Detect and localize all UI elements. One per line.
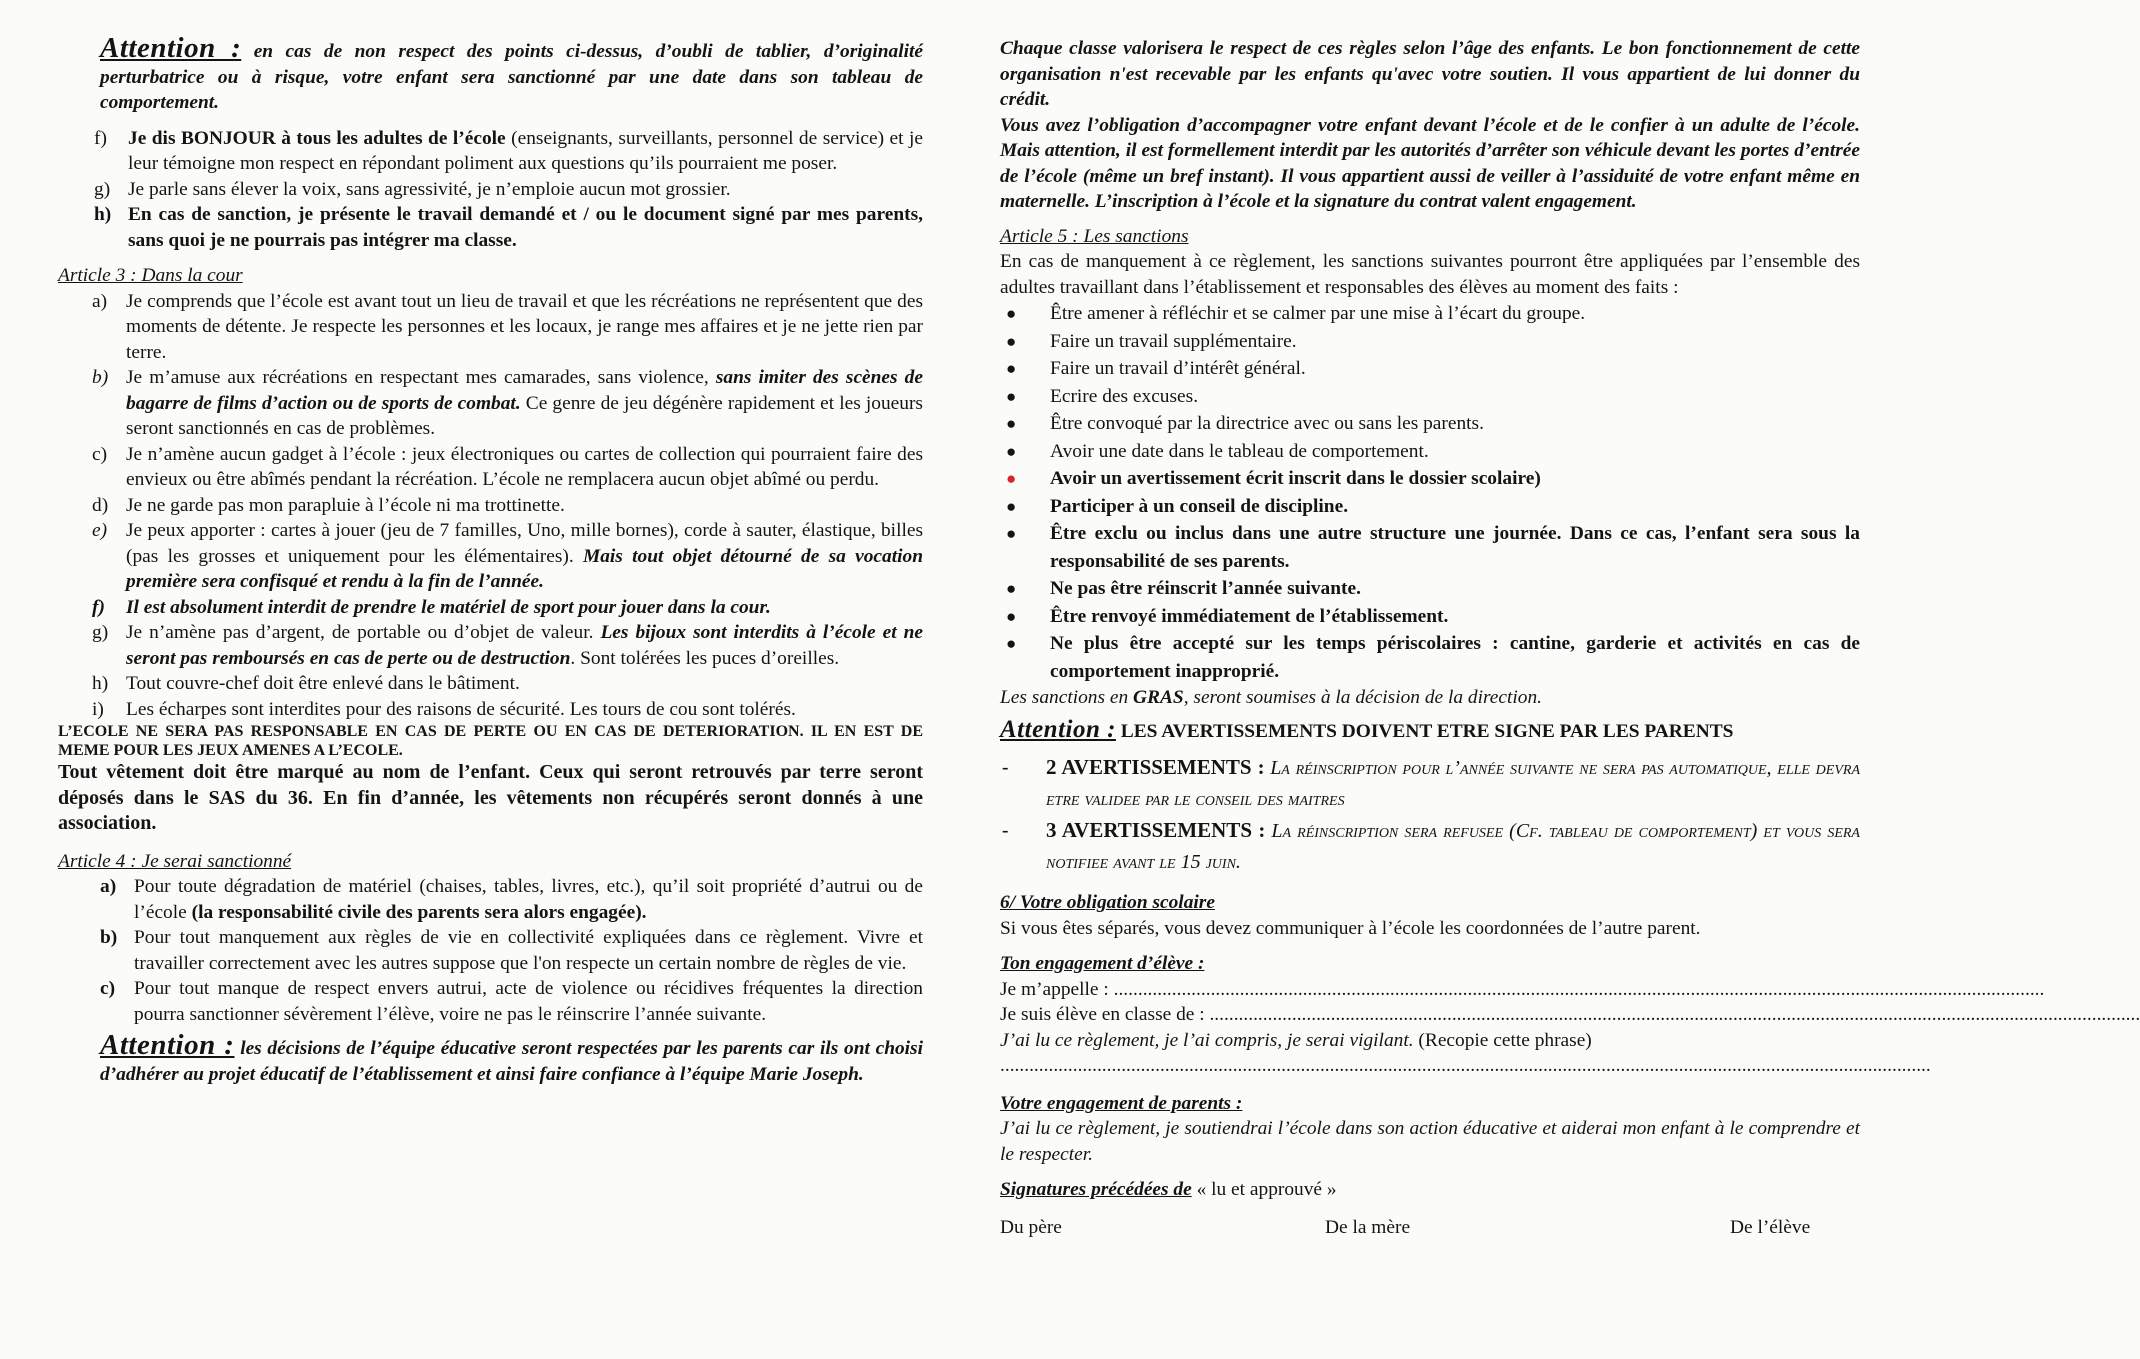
list-item: ● Avoir un avertissement écrit inscrit dans le dossier scolaire) bbox=[1000, 465, 1860, 493]
list-item: ● Être exclu ou inclus dans une autre structure une journée. Dans ce cas, l’enfant sera sous la responsabilité de ses parents. bbox=[1000, 520, 1860, 575]
list-item: h) Tout couvre-chef doit être enlevé dans le bâtiment. bbox=[92, 673, 520, 694]
attention-block-3 bbox=[1000, 717, 1860, 745]
left-column bbox=[58, 32, 924, 1087]
list-item: c) Je n’amène aucun gadget à l’école : jeux électroniques ou cartes de collection qui pourraient faire des envieux ou être abîmés pendant la récréation. L’école ne remplacera aucun objet abîmé ou perdu. bbox=[92, 443, 923, 490]
list-item: f) Je dis BONJOUR à tous les adultes de l’école (enseignants, surveillants, personnel de service) et je leur témoigne mon respect en répondant poliment aux questions qu’ils pourraient me poser. bbox=[94, 127, 923, 174]
bullet-icon: ● bbox=[1006, 469, 1017, 488]
attention-block-1 bbox=[100, 32, 923, 116]
list-item: d) Je ne garde pas mon parapluie à l’école ni ma trottinette. bbox=[92, 494, 565, 516]
attention-heading: Attention : bbox=[1000, 715, 1116, 743]
bullet-icon: ● bbox=[1006, 304, 1017, 323]
list-item: g) Je parle sans élever la voix, sans agressivité, je n’emploie aucun mot grossier. bbox=[94, 178, 731, 200]
list-item: g) Je n’amène pas d’argent, de portable ou d’objet de valeur. Les bijoux sont interdits à l’école et ne seront pas remboursés en cas de perte ou de destruction. Sont tolérées les puces d’oreilles. bbox=[92, 622, 924, 669]
bullet-icon: ● bbox=[1006, 359, 1017, 378]
bullet-icon: ● bbox=[1006, 386, 1017, 406]
sanctions-note: Les sanctions en GRAS, seront soumises à la décision de la direction. bbox=[1000, 687, 1543, 708]
responsibility-warning: L’ECOLE NE SERA PAS RESPONSABLE EN CAS DE PERTE OU EN CAS DE DETERIORATION. IL EN EST DE MEME POUR LES JEUX AMENES A L’ECOLE. bbox=[58, 723, 923, 759]
attention-heading: Attention : bbox=[100, 1029, 235, 1061]
parents-engagement-title: Votre engagement de parents : bbox=[1000, 1092, 1243, 1114]
obligation-text: Si vous êtes séparés, vous devez communiquer à l’école les coordonnées de l’autre parent. bbox=[1000, 917, 1701, 939]
signatures-heading: Signatures précédées de « lu et approuvé » bbox=[1000, 1179, 1337, 1200]
list-item: f) Il est absolument interdit de prendre le matériel de sport pour jouer dans la cour. bbox=[92, 596, 771, 618]
list-item: h) En cas de sanction, je présente le travail demandé et / ou le document signé par mes parents, sans quoi je ne pourrais pas intégrer ma classe. bbox=[94, 204, 923, 251]
attention-text: LES AVERTISSEMENTS DOIVENT ETRE SIGNE PAR LES PARENTS bbox=[1120, 720, 1734, 742]
list-item: c) Pour tout manque de respect envers autrui, acte de violence ou récidives fréquentes la direction pourra sanctionner sévèrement l’élève, voire ne pas le réinscrire l’année suivante. bbox=[100, 978, 923, 1025]
list-item: - 2 AVERTISSEMENTS : La réinscription pour l’année suivante ne sera pas automatique, elle devra etre validee par le conseil des maitres bbox=[1002, 755, 1860, 810]
list-item: ● Être amener à réfléchir et se calmer par une mise à l’écart du groupe. bbox=[1000, 300, 1860, 328]
student-class-field[interactable]: Je suis élève en classe de : ................................................................................................................................................................................................ bbox=[1000, 1004, 2140, 1025]
list-item: a) Je comprends que l’école est avant tout un lieu de travail et que les récréations ne représentent que des moments de détente. Je respecte les personnes et les locaux, je range mes affaires et je ne jette rien par terre. bbox=[92, 290, 923, 363]
clothing-notice: Tout vêtement doit être marqué au nom de l’enfant. Ceux qui seront retrouvés par terre seront déposés dans le SAS du 36. En fin d’année, les vêtements non récupérés seront donnés à une association. bbox=[58, 761, 923, 834]
list-item: - 3 AVERTISSEMENTS : La réinscription sera refusee (Cf. tableau de comportement) et vous sera notifiee avant le 15 juin. bbox=[1002, 818, 1860, 873]
attention-heading: Attention : bbox=[100, 32, 242, 64]
list-item: ● Avoir une date dans le tableau de comportement. bbox=[1000, 438, 1860, 466]
list-item: ● Ecrire des excuses. bbox=[1000, 383, 1860, 411]
article-3-list bbox=[92, 289, 923, 723]
list-item: b) Pour tout manquement aux règles de vie en collectivité expliquées dans ce règlement. Vivre et travailler correctement avec les autres suppose que l'on respecte un certain nombre de règles de vie. bbox=[100, 927, 923, 974]
bullet-icon: ● bbox=[1006, 579, 1017, 598]
attention-text: en cas de non respect des points ci-dessus, d’oubli de tablier, d’originalité perturbatrice ou à risque, votre enfant sera sanctionné par une date dans son tableau de comportement. bbox=[100, 41, 923, 113]
bullet-icon: ● bbox=[1006, 634, 1017, 653]
intro-paragraph-1: Chaque classe valorisera le respect de ces règles selon l’âge des enfants. Le bon fonctionnement de cette organisation n'est recevable par les enfants qu'avec votre soutien. Il vous appartient de lui donner du crédit. bbox=[1000, 38, 1860, 110]
article-5-intro: En cas de manquement à ce règlement, les sanctions suivantes pourront être appliquées par l’ensemble des adultes travaillant dans l’établissement et responsables des élèves au moment des faits : bbox=[1000, 251, 1860, 298]
parents-engagement-text: J’ai lu ce règlement, je soutiendrai l’école dans son action éducative et aiderai mon enfant à le comprendre et le respecter. bbox=[1000, 1118, 1860, 1165]
signature-student[interactable]: De l’élève bbox=[1730, 1216, 1811, 1238]
intro-paragraph-2: Vous avez l’obligation d’accompagner votre enfant devant l’école et de le confier à un adulte de l’école. Mais attention, il est formellement interdit par les autorités d’arrêter son véhicule devant les portes d’entrée de l’école (même un bref instant). Il vous appartient aussi de veiller à l’assiduité de votre enfant même en maternelle. L’inscription à l’école et la signature du contrat valent engagement. bbox=[1000, 114, 1860, 212]
sanctions-list bbox=[1000, 300, 1860, 685]
list-item: a) Pour toute dégradation de matériel (chaises, tables, livres, etc.), qu’il soit propriété d’autrui ou de l’école (la responsabilité civile des parents sera alors engagée). bbox=[100, 876, 923, 923]
right-column bbox=[1000, 36, 2140, 1238]
bullet-icon: ● bbox=[1006, 524, 1017, 543]
bullet-icon: ● bbox=[1006, 496, 1017, 516]
list-item: ● Participer à un conseil de discipline. bbox=[1000, 493, 1860, 521]
student-phrase: J’ai lu ce règlement, je l’ai compris, je serai vigilant. (Recopie cette phrase) bbox=[1000, 1029, 1592, 1051]
article-3-title: Article 3 : Dans la cour bbox=[58, 265, 243, 286]
obligation-title: 6/ Votre obligation scolaire bbox=[1000, 892, 1215, 913]
list-item: i) Les écharpes sont interdites pour des raisons de sécurité. Les tours de cou sont tolérés. bbox=[92, 698, 796, 720]
warnings-list bbox=[1000, 752, 1860, 878]
article-4-list bbox=[100, 874, 923, 1027]
bullet-icon: ● bbox=[1006, 414, 1017, 433]
list-item: ● Faire un travail d’intérêt général. bbox=[1000, 355, 1860, 383]
rules-list-f-h bbox=[94, 126, 923, 254]
student-name-field[interactable]: Je m’appelle : ................................................................................................................................................................................................ bbox=[1000, 978, 2045, 1000]
list-item: b) Je m’amuse aux récréations en respectant mes camarades, sans violence, sans imiter des scènes de bagarre de films d’action ou de sports de combat. Ce genre de jeu dégénère rapidement et les joueurs seront sanctionnés en cas de problèmes. bbox=[92, 367, 923, 439]
list-item: e) Je peux apporter : cartes à jouer (jeu de 7 familles, Uno, mille bornes), corde à sauter, élastique, billes (pas les grosses et uniquement pour les élémentaires). Mais tout objet détourné de sa vocation première sera confisqué et rendu à la fin de l’année. bbox=[92, 520, 923, 592]
signature-row bbox=[1000, 1215, 1860, 1237]
article-4-title: Article 4 : Je serai sanctionné bbox=[58, 850, 292, 872]
signature-father[interactable]: Du père bbox=[1000, 1216, 1062, 1238]
list-item: ● Être convoqué par la directrice avec ou sans les parents. bbox=[1000, 410, 1860, 438]
student-copy-field[interactable]: ................................................................................................................................................................................................ bbox=[1000, 1055, 1931, 1076]
bullet-icon: ● bbox=[1006, 331, 1017, 351]
list-item: ● Ne plus être accepté sur les temps périscolaires : cantine, garderie et activités en cas de comportement inapproprié. bbox=[1000, 630, 1860, 685]
list-item: ● Faire un travail supplémentaire. bbox=[1000, 328, 1860, 356]
list-item: ● Ne pas être réinscrit l’année suivante. bbox=[1000, 575, 1860, 603]
list-item: ● Être renvoyé immédiatement de l’établissement. bbox=[1000, 603, 1860, 631]
attention-text: les décisions de l’équipe éducative seront respectées par les parents car ils ont choisi d’adhérer au projet éducatif de l’établissement et ainsi faire confiance à l’équipe Marie Joseph. bbox=[100, 1038, 923, 1085]
signature-mother[interactable]: De la mère bbox=[1325, 1216, 1411, 1238]
bullet-icon: ● bbox=[1006, 441, 1017, 461]
attention-block-2 bbox=[100, 1029, 923, 1087]
article-5-title: Article 5 : Les sanctions bbox=[1000, 225, 1189, 247]
bullet-icon: ● bbox=[1006, 606, 1017, 626]
student-engagement-title: Ton engagement d’élève : bbox=[1000, 953, 1205, 974]
